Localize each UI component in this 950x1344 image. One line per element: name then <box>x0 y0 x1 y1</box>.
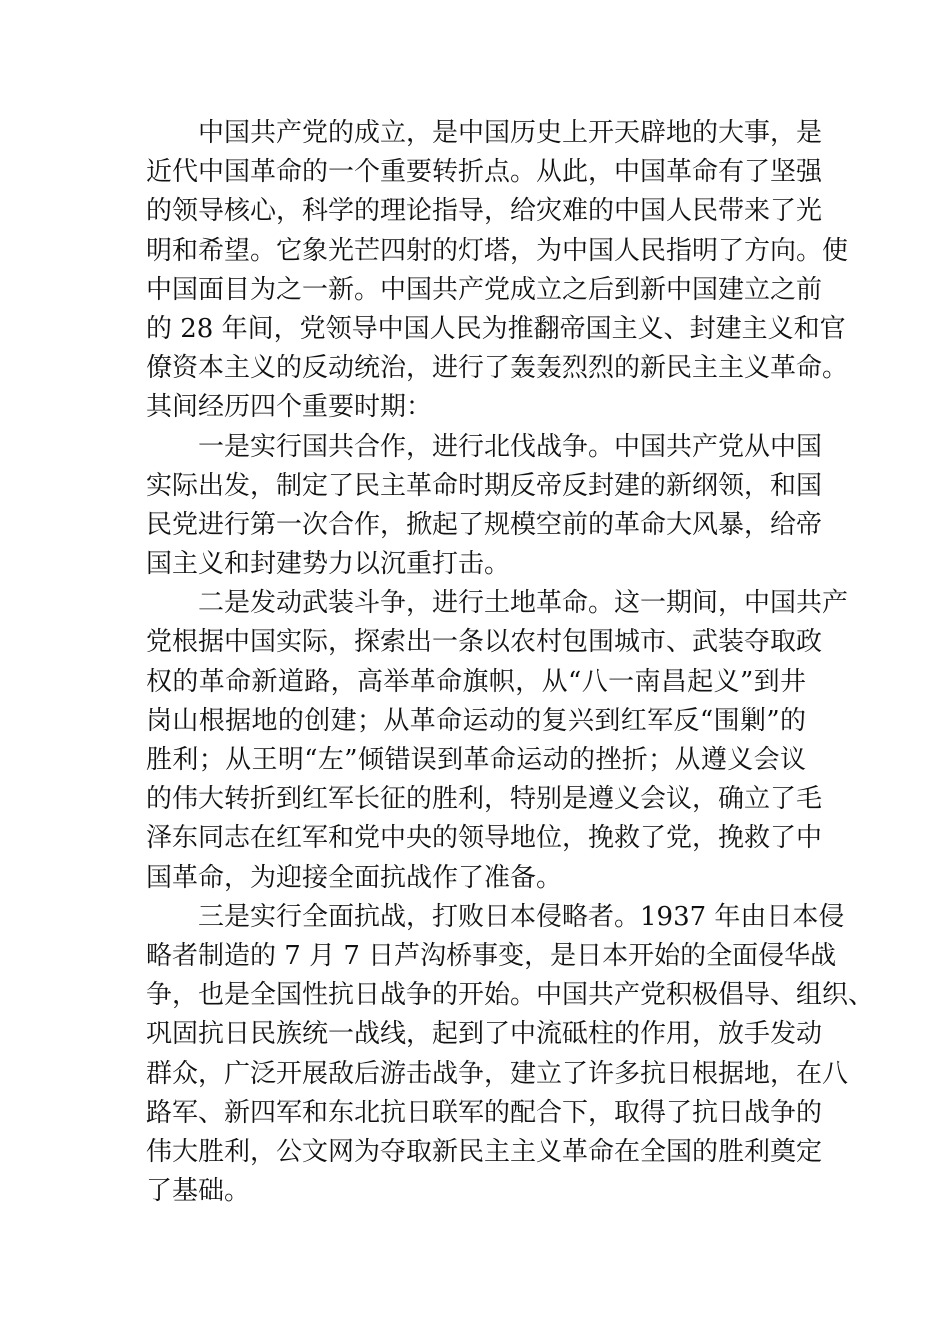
paragraph-4-line-4: 巩固抗日民族统一战线，起到了中流砥柱的作用，放手发动 <box>146 1019 823 1050</box>
paragraph-1-line-1: 中国共产党的成立，是中国历史上开天辟地的大事，是 <box>198 118 823 148</box>
paragraph-4-line-2: 略者制造的 7 月 7 日芦沟桥事变，是日本开始的全面侵华战 <box>146 940 837 971</box>
paragraph-2-line-3: 民党进行第一次合作，掀起了规模空前的革命大风暴，给帝 <box>146 509 823 540</box>
paragraph-3-line-7: 泽东同志在红军和党中央的领导地位，挽救了党，挽救了中 <box>146 823 823 854</box>
paragraph-2-line-1: 一是实行国共合作，进行北伐战争。中国共产党从中国 <box>198 431 823 462</box>
paragraph-3-line-4: 岗山根据地的创建；从革命运动的复兴到红军反“围剿”的 <box>146 705 806 736</box>
paragraph-1-line-2: 近代中国革命的一个重要转折点。从此，中国革命有了坚强 <box>146 157 823 188</box>
paragraph-4-line-3: 争，也是全国性抗日战争的开始。中国共产党积极倡导、组织、 <box>146 980 875 1011</box>
paragraph-1-line-3: 的领导核心，科学的理论指导，给灾难的中国人民带来了光 <box>146 196 823 227</box>
paragraph-3-line-5: 胜利；从王明“左”倾错误到革命运动的挫折；从遵义会议 <box>146 745 806 775</box>
paragraph-4-line-5: 群众，广泛开展敌后游击战争，建立了许多抗日根据地，在八 <box>146 1058 849 1089</box>
paragraph-3-line-8: 国革命，为迎接全面抗战作了准备。 <box>146 862 563 893</box>
paragraph-3-line-2: 党根据中国实际，探索出一条以农村包围城市、武装夺取政 <box>146 627 823 658</box>
paragraph-1-line-7: 僚资本主义的反动统治，进行了轰轰烈烈的新民主主义革命。 <box>146 353 849 384</box>
paragraph-3-line-6: 的伟大转折到红军长征的胜利，特别是遵义会议，确立了毛 <box>146 784 823 815</box>
paragraph-1-line-8: 其间经历四个重要时期： <box>146 392 433 423</box>
document-body <box>146 114 875 1211</box>
paragraph-2-line-4: 国主义和封建势力以沉重打击。 <box>146 549 511 580</box>
paragraph-3-line-1: 二是发动武装斗争，进行土地革命。这一期间，中国共产 <box>198 588 849 619</box>
paragraph-4-line-1: 三是实行全面抗战，打败日本侵略者。1937 年由日本侵 <box>198 901 845 932</box>
paragraph-2-line-2: 实际出发，制定了民主革命时期反帝反封建的新纲领，和国 <box>146 470 823 501</box>
paragraph-4-line-8: 了基础。 <box>146 1176 251 1207</box>
paragraph-1-line-5: 中国面目为之一新。中国共产党成立之后到新中国建立之前 <box>146 274 823 305</box>
paragraph-4-line-6: 路军、新四军和东北抗日联军的配合下，取得了抗日战争的 <box>146 1097 823 1128</box>
paragraph-1-line-4: 明和希望。它象光芒四射的灯塔，为中国人民指明了方向。使 <box>146 235 849 266</box>
paragraph-3-line-3: 权的革命新道路，高举革命旗帜，从“八一南昌起义”到井 <box>146 666 806 697</box>
paragraph-4-line-7: 伟大胜利，公文网为夺取新民主主义革命在全国的胜利奠定 <box>146 1136 823 1167</box>
paragraph-1-line-6: 的 28 年间，党领导中国人民为推翻帝国主义、封建主义和官 <box>146 313 846 344</box>
